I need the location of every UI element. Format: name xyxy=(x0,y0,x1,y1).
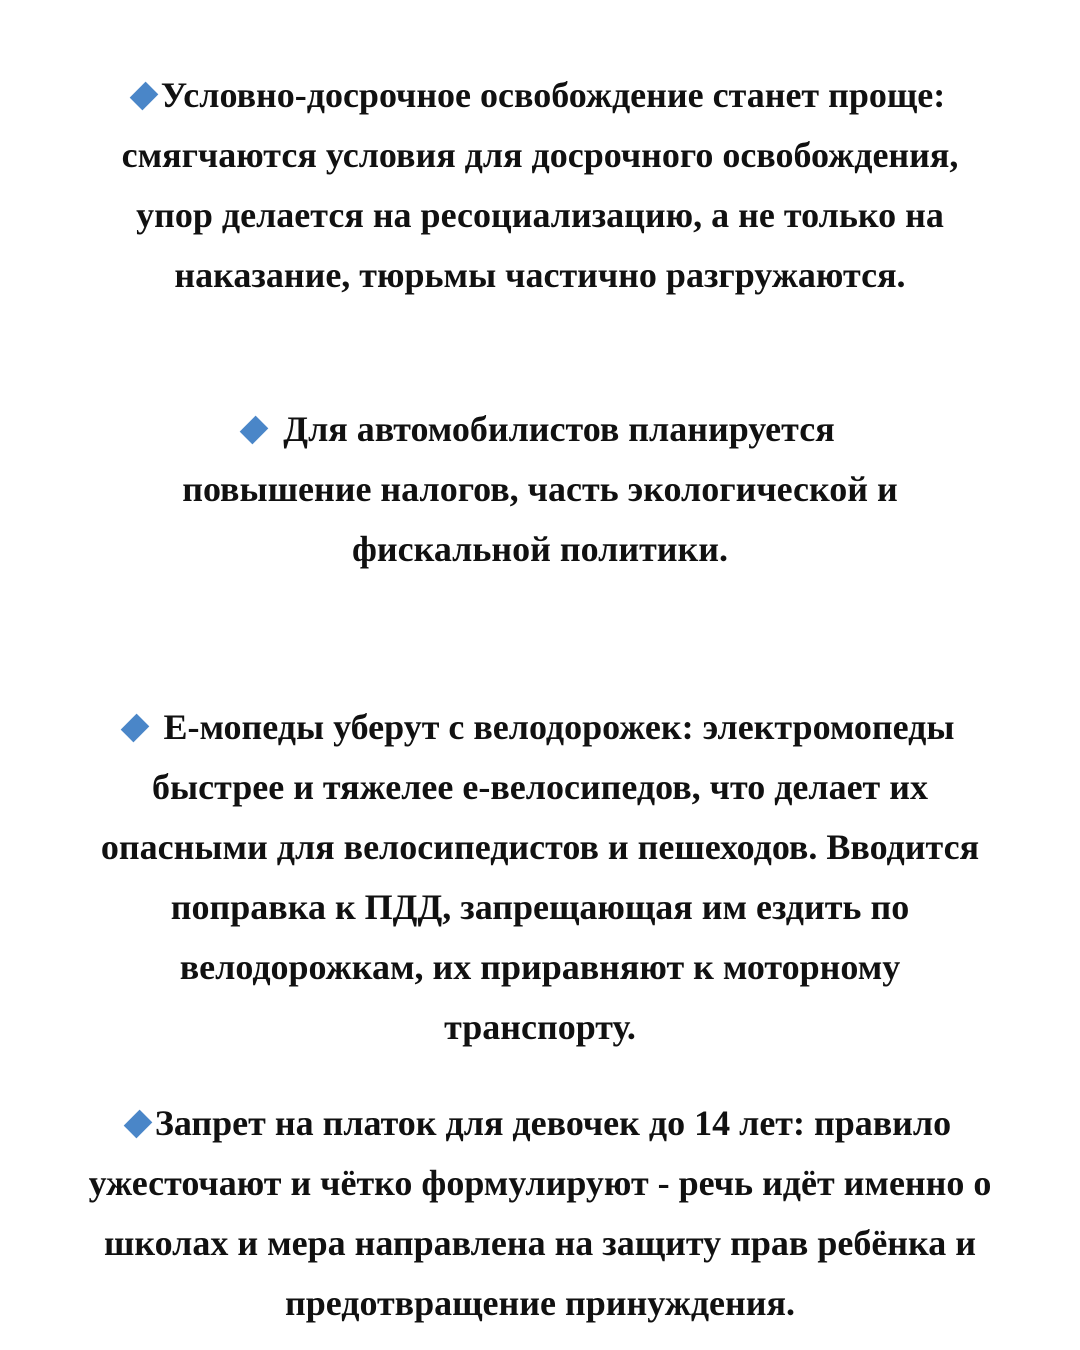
paragraph-line: упор делается на ресоциализацию, а не только на xyxy=(136,195,944,235)
paragraph-e-mopeds xyxy=(0,697,1080,1057)
paragraph-line: быстрее и тяжелее е-велосипедов, что делает их xyxy=(152,767,928,807)
paragraph-line: велодорожкам, их приравняют к моторному xyxy=(179,947,901,987)
paragraph-line xyxy=(0,1093,1080,1153)
paragraph-line: опасными для велосипедистов и пешеходов. Вводится xyxy=(100,827,980,867)
paragraph-parole xyxy=(0,65,1080,305)
paragraph-line: повышение налогов, часть экологической и xyxy=(182,469,898,509)
line-text: Для автомобилистов планируется xyxy=(283,409,835,449)
diamond-icon xyxy=(124,1110,153,1139)
paragraph-headscarf-ban xyxy=(0,1093,1080,1333)
paragraph-line xyxy=(0,399,1080,459)
line-text: Запрет на платок для девочек до 14 лет: правило xyxy=(154,1103,952,1143)
paragraph-line: транспорту. xyxy=(444,1007,636,1047)
line-text: Условно-досрочное освобождение станет проще: xyxy=(160,75,946,115)
paragraph-line: фискальной политики. xyxy=(352,529,728,569)
paragraph-line xyxy=(0,65,1080,125)
paragraph-line: поправка к ПДД, запрещающая им ездить по xyxy=(170,887,910,927)
paragraph-motorists xyxy=(0,399,1080,579)
line-text: Е-мопеды уберут с велодорожек: электромопеды xyxy=(163,707,955,747)
paragraph-line: предотвращение принуждения. xyxy=(284,1283,795,1323)
paragraph-line: школах и мера направлена на защиту прав ребёнка и xyxy=(104,1223,976,1263)
paragraph-line: наказание, тюрьмы частично разгружаются. xyxy=(174,255,906,295)
diamond-icon xyxy=(120,714,149,743)
diamond-icon xyxy=(129,82,158,111)
paragraph-line: смягчаются условия для досрочного освобождения, xyxy=(121,135,959,175)
paragraph-line: ужесточают и чётко формулируют - речь идёт именно о xyxy=(88,1163,992,1203)
paragraph-line xyxy=(0,697,1080,757)
diamond-icon xyxy=(240,416,269,445)
